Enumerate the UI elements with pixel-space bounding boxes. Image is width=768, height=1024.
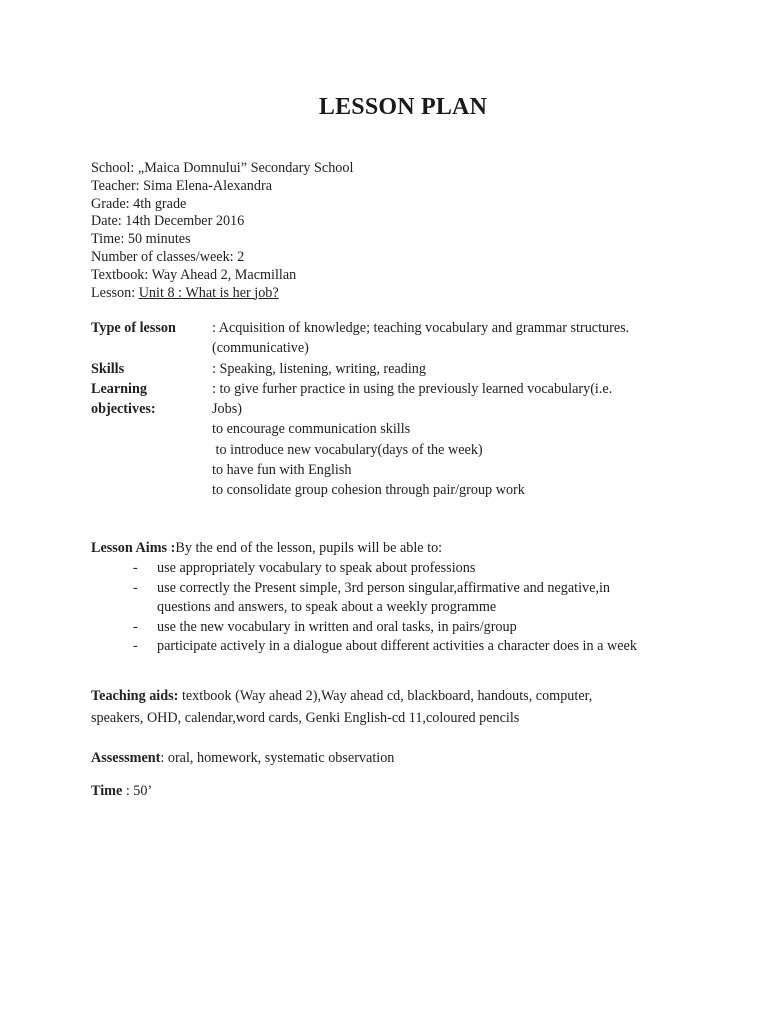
lesson-aims-label: Lesson Aims : [91,540,176,556]
aim-text-continuation: questions and answers, to speak about a weekly programme [157,599,497,615]
list-item [91,637,637,657]
grade-line: Grade: 4th grade [91,195,187,212]
learning-objectives-label [91,379,209,420]
lesson-aims-section [91,539,637,657]
learning-objectives-label-line1: Learning [91,380,147,397]
teacher-line: Teacher: Sima Elena-Alexandra [91,177,272,194]
textbook-line: Textbook: Way Ahead 2, Macmillan [91,266,297,283]
time-total-label: Time [91,783,123,799]
dash-bullet: - [133,579,138,596]
aim-text: participate actively in a dialogue about different activities a character does in a week [157,638,637,654]
assessment-value: : oral, homework, systematic observation [160,750,395,766]
time-total-line [91,781,152,803]
skills-value: : Speaking, listening, writing, reading [212,360,426,377]
lesson-info-block [91,160,353,302]
list-item [91,618,637,638]
type-of-lesson-label: Type of lesson [91,320,176,336]
lesson-aims-heading [91,539,637,557]
classes-per-week-line: Number of classes/week: 2 [91,248,245,265]
lesson-line [91,285,353,303]
dash-bullet: - [133,618,138,635]
list-item [91,559,637,579]
aim-text: use correctly the Present simple, 3rd person singular,affirmative and negative,in [157,579,611,596]
lesson-details-table [91,318,691,501]
school-line: School: „Maica Domnului” Secondary School [91,160,354,176]
aim-text: use appropriately vocabulary to speak about professions [157,560,476,576]
teaching-aids-label: Teaching aids: [91,688,179,704]
type-of-lesson-value-line2: (communicative) [212,340,309,357]
dash-bullet: - [133,638,138,654]
lesson-aims-list [91,559,637,657]
time-line: Time: 50 minutes [91,231,191,248]
dash-bullet: - [133,560,138,576]
teaching-aids-section [91,686,592,729]
objective-line: to have fun with English [212,462,352,479]
time-section [91,781,152,803]
date-line: Date: 14th December 2016 [91,213,245,230]
type-of-lesson-value-line1: : Acquisition of knowledge; teaching vocabulary and grammar structures. [212,320,630,336]
list-item-continuation [91,598,637,618]
lesson-label: Lesson: [91,284,139,301]
teaching-aids-line2: speakers, OHD, calendar,word cards, Genki English-cd 11,coloured pencils [91,709,520,726]
assessment-section [91,748,394,770]
objective-line: Jobs) [212,401,242,418]
aim-text: use the new vocabulary in written and oral tasks, in pairs/group [157,618,517,635]
teaching-aids-line1 [91,686,592,708]
learning-objectives-row [91,379,691,501]
objective-line: to introduce new vocabulary(days of the week) [212,441,483,458]
time-total-value: : 50’ [122,783,153,799]
objective-line: : to give furher practice in using the previously learned vocabulary(i.e. [212,380,613,397]
list-item [91,579,637,599]
assessment-line [91,748,394,770]
teaching-aids-text: textbook (Way ahead 2),Way ahead cd, blackboard, handouts, computer, [178,688,593,704]
page-title: LESSON PLAN [318,94,488,120]
objective-line: to encourage communication skills [212,421,411,438]
skills-row [91,359,691,379]
assessment-label: Assessment [91,750,161,766]
objective-line: to consolidate group cohesion through pair/group work [212,482,525,499]
learning-objectives-label-line2: objectives: [91,401,156,418]
skills-label: Skills [91,360,125,377]
type-of-lesson-row [91,318,691,359]
lesson-unit-title: Unit 8 : What is her job? [138,284,279,301]
lesson-aims-intro: By the end of the lesson, pupils will be able to: [175,540,443,556]
